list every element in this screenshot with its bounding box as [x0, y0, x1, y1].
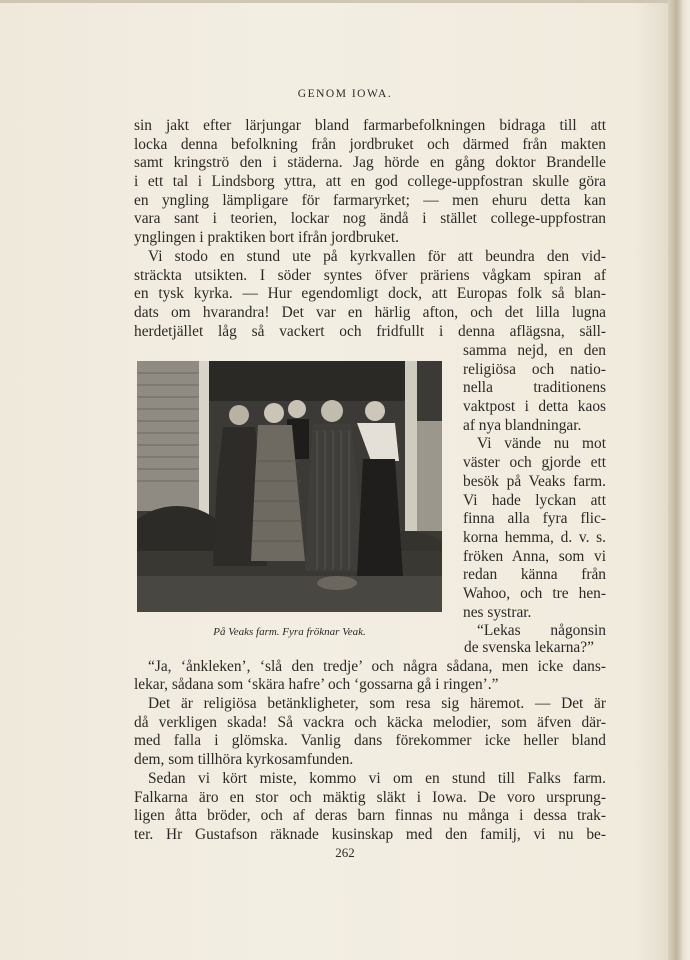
text-line: med falla i glömska. Vanlig dans förekommer icke heller bland	[134, 732, 606, 750]
text-line: sträckta utsikten. I söder syntes öfver präriens vågkam spiran af	[134, 266, 606, 284]
text-line: Sedan vi kört miste, kommo vi om en stund till Falks farm.	[148, 769, 606, 787]
text-block-right-column	[463, 341, 606, 640]
text-line: en tysk kyrka. — Hur egendomligt dock, att Europas folk så blan-	[134, 285, 606, 303]
text-line: locka denna befolkning från jordbruket och därmed från makten	[134, 135, 606, 153]
text-line: Det är religiösa betänkligheter, som resa sig häremot. — Det är	[148, 695, 606, 713]
text-block-top	[134, 117, 606, 341]
text-line: redan känna från	[463, 566, 606, 584]
text-line: samt kringströ den i städerna. Jag hörde en gång doktor Brandelle	[134, 154, 606, 172]
text-line: nes systrar.	[463, 603, 532, 621]
text-line: väster och gjorde ett	[463, 454, 606, 472]
text-line: samma nejd, en den	[463, 342, 606, 359]
text-line: besök på Veaks farm.	[463, 472, 606, 490]
photo-illustration	[137, 361, 442, 612]
text-line: religiösa och natio-	[463, 360, 606, 378]
page-number: 262	[335, 845, 355, 860]
photo-caption: På Veaks farm. Fyra fröknar Veak.	[213, 626, 366, 638]
text-line: “Ja, ‘ånkleken’, ‘slå den tredje’ och några sådana, men icke dans-	[148, 657, 606, 675]
text-line: Vi stodo en stund ute på kyrkvallen för att beundra den vid-	[148, 247, 606, 265]
text-line: nella traditionens	[463, 379, 606, 397]
text-line: Vi hade lyckan att	[463, 491, 606, 509]
text-line: ligen åtta bröder, och af deras barn finnas nu många i dessa trak-	[134, 807, 606, 825]
text-line: då verkligen skada! Så vackra och käcka melodier, som äfven där-	[134, 713, 606, 731]
text-line: i ett tal i Lindsborg yttra, att en god college-uppfostran skulle göra	[134, 173, 606, 191]
text-line: ynglingen i praktiken bort ifrån jordbruket.	[134, 229, 399, 247]
text-line: Falkarna äro en stor och mäktig släkt i Iowa. De voro ursprung-	[134, 788, 606, 806]
text-line: vara sant i teorien, lockar nog ändå i stället college-uppfostran	[134, 210, 606, 228]
text-line: af nya blandningar.	[463, 416, 582, 434]
text-line: vaktpost i detta kaos	[463, 398, 606, 416]
text-line: “Lekas någonsin	[477, 622, 606, 640]
text-line: finna alla fyra flic-	[463, 510, 606, 528]
text-line: sin jakt efter lärjungar bland farmarbefolkningen bidraga till att	[134, 117, 606, 134]
text-line: de svenska lekarna?”	[464, 639, 594, 656]
text-line: ter. Hr Gustafson räknade kusinskap med den familj, vi nu be-	[134, 825, 606, 843]
page-top-edge	[0, 0, 690, 3]
text-line: Vi vände nu mot	[477, 435, 606, 453]
text-block-bottom	[134, 639, 606, 845]
photo-four-sisters	[137, 361, 442, 612]
text-line: lekar, sådana som ‘skära hafre’ och ‘gossarna gå i ringen’.”	[134, 676, 499, 694]
text-line: Wahoo, och tre hen-	[463, 584, 606, 602]
text-line: dats om hvarandra! Det var en härlig afton, och det lilla lugna	[134, 303, 606, 321]
text-line: herdetjället låg så vackert och fridfullt i denna aflägsna, säll-	[134, 322, 606, 340]
text-line: en yngling lämpligare för farmaryrket; — men ehuru detta kan	[134, 191, 606, 209]
text-line: dem, som tillhöra kyrkosamfunden.	[134, 751, 354, 769]
text-line: korna hemma, d. v. s.	[463, 528, 606, 546]
page-spine-edge	[668, 0, 690, 960]
running-header: GENOM IOWA.	[297, 88, 393, 100]
text-line: fröken Anna, som vi	[463, 547, 606, 565]
